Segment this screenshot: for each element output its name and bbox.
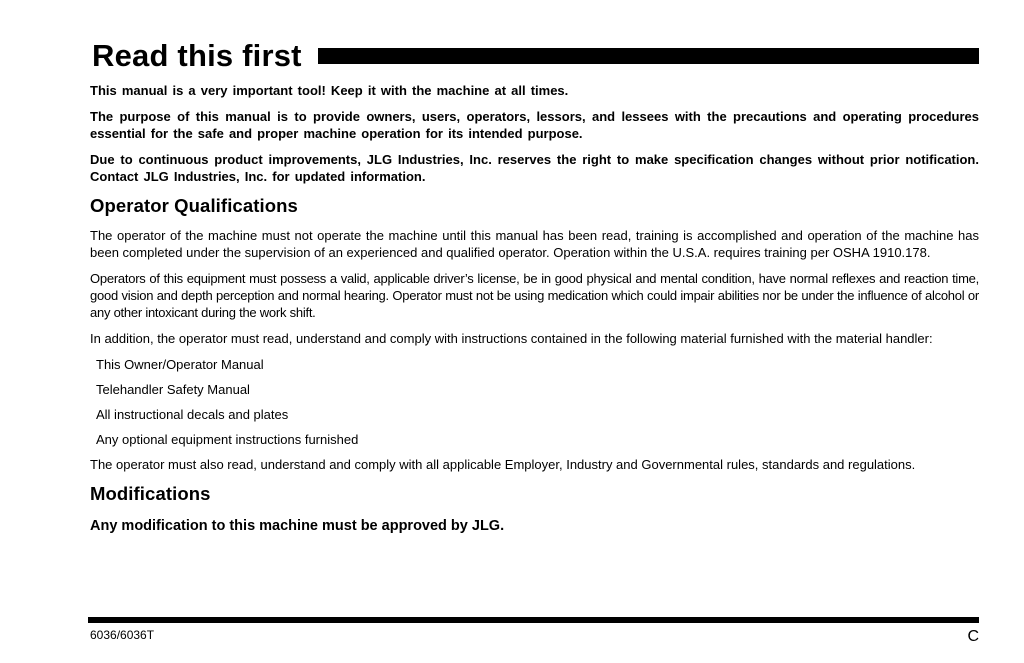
qualification-closing-para: The operator must also read, understand and comply with all applicable Employer, Industry and Governmental rules, standards and regulations. xyxy=(90,457,916,472)
page-title: Read this first xyxy=(92,38,302,73)
list-item: All instructional decals and plates xyxy=(96,407,289,422)
qualification-license-para: Operators of this equipment must possess a valid, applicable driver’s license, be in good physical and mental condition, have normal reflexes and reaction time, good vision and depth perception and normal hearing. Operator must not be using medication which could impair abilities nor be under the influence of alcohol or any other intoxicant during the work shift. xyxy=(90,271,979,320)
list-item: Telehandler Safety Manual xyxy=(96,382,250,397)
title-rule xyxy=(318,48,979,64)
footer-rule xyxy=(88,617,979,623)
modifications-note: Any modification to this machine must be approved by JLG. xyxy=(90,518,505,534)
intro-keep-manual: This manual is a very important tool! Keep it with the machine at all times. xyxy=(90,83,569,98)
intro-purpose: The purpose of this manual is to provide owners, users, operators, lessors, and lessees with the precautions and operating procedures essential for the safe and proper machine operation for its intended purpose. xyxy=(90,109,979,141)
list-item: Any optional equipment instructions furnished xyxy=(96,432,359,447)
qualification-training-para: The operator of the machine must not operate the machine until this manual has been read, training is accomplished and operation of the machine has been completed under the supervision of an experienced and qualified operator. Operation within the U.S.A. requires training per OSHA 1910.178. xyxy=(90,228,979,260)
qualification-materials-intro: In addition, the operator must read, understand and comply with instructions contained in the following material furnished with the material handler: xyxy=(90,331,933,346)
page-content xyxy=(90,82,979,535)
materials-list xyxy=(90,356,979,448)
intro-improvements: Due to continuous product improvements, JLG Industries, Inc. reserves the right to make specification changes without prior notification. Contact JLG Industries, Inc. for updated information. xyxy=(90,152,979,184)
list-item: This Owner/Operator Manual xyxy=(96,357,264,372)
manual-page xyxy=(90,0,979,663)
operator-qualifications-heading: Operator Qualifications xyxy=(90,195,298,216)
title-row xyxy=(92,38,979,74)
modifications-heading: Modifications xyxy=(90,483,211,504)
footer-page-number: C xyxy=(967,628,979,645)
footer-model-number: 6036/6036T xyxy=(90,628,155,642)
